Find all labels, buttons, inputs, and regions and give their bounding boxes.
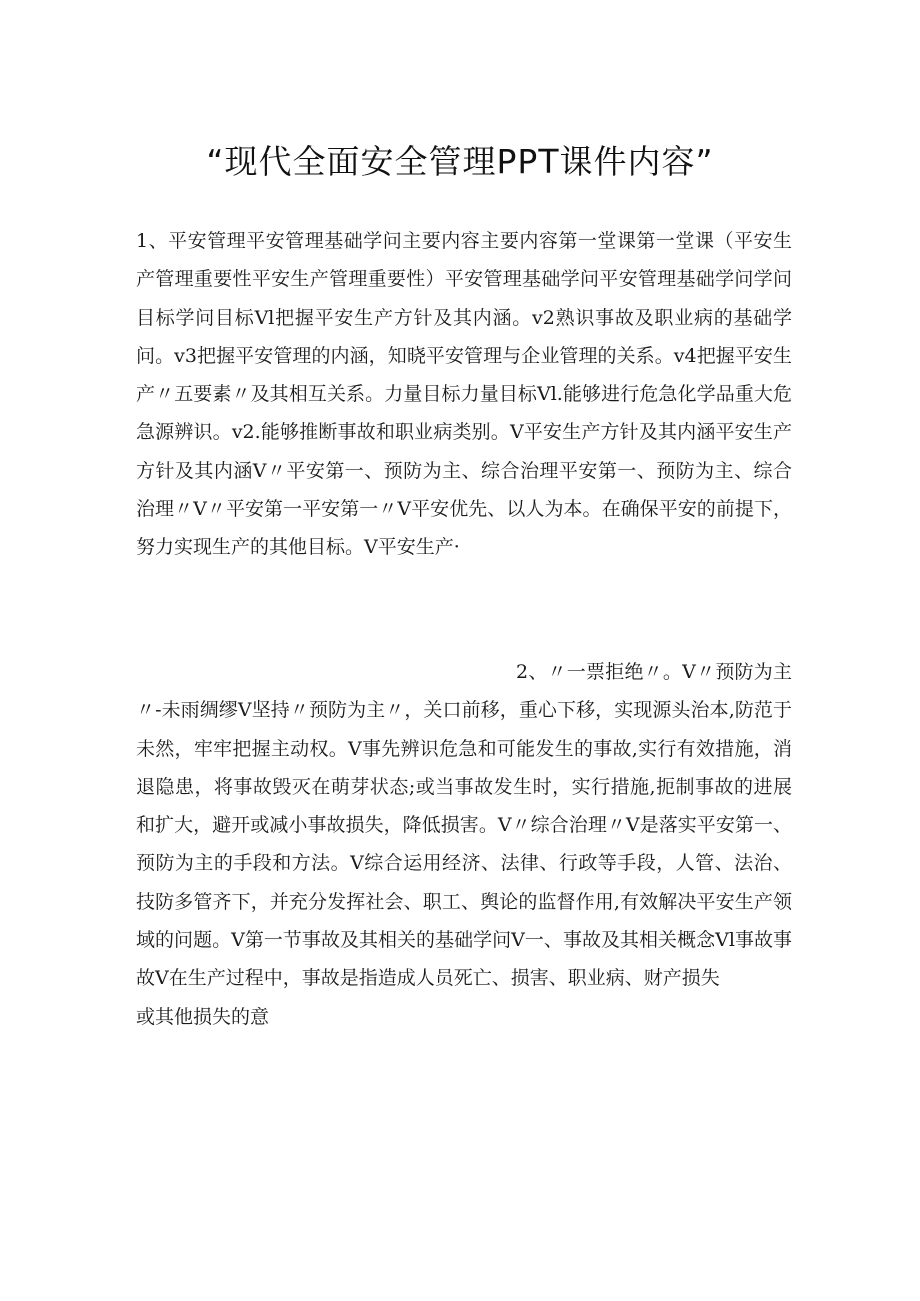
document-title: “现代全面安全管理PPT课件内容” [206,142,714,181]
paragraph-tail: 或其他损失的意 [136,1006,270,1028]
paragraph-1: 1、平安管理平安管理基础学问主要内容主要内容第一堂课第一堂课（平安生产管理重要性平安生产管理重要性）平安管理基础学问平安管理基础学问学问目标学问目标Vl把握平安生产方针及其内涵。v2熟识事故及职业病的基础学问。v3把握平安管理的内涵，知晓平安管理与企业管理的关系。v4把握平安生产〃五要素〃及其相互关系。力量目标力量目标Vl.能够进行危急化学品重大危急源辨识。v2.能够推断事故和职业病类别。V平安生产方针及其内涵平安生产方针及其内涵V〃平安第一、预防为主、综合治理平安第一、预防为主、综合治理〃V〃平安第一平安第一〃V平安优先、以人为本。在确保平安的前提下，努力实现生产的其他目标。V平安生产· [136,230,792,559]
paragraph-2-text: 2、〃一票拒绝〃。V〃预防为主〃-未雨绸缪V坚持〃预防为主〃，关口前移，重心下移，实现源头治本,防范于未然，牢牢把握主动权。V事先辨识危急和可能发生的事故,实行有效措施，消退隐患，将事故毁灭在萌芽状态;或当事故发生时，实行措施,扼制事故的进展和扩大，避开或减小事故损失，降低损害。V〃综合治理〃V是落实平安第一、预防为主的手段和方法。V综合运用经济、法律、行政等手段，人管、法治、技防多管齐下，并充分发挥社会、职工、舆论的监督作用,有效解决平安生产领域的问题。V第一节事故及其相关的基础学问V一、事故及其相关概念Vl事故事故V在生产过程中，事故是指造成人员死亡、损害、职业病、财产损失 [136,661,792,990]
paragraph-2 [136,653,792,998]
